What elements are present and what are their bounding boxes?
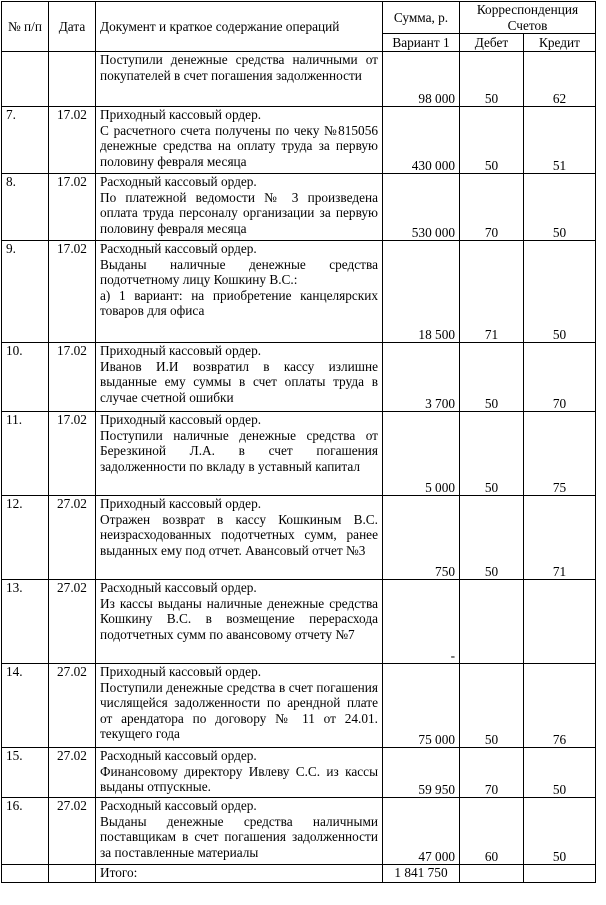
row-sum: 47 000 (383, 798, 460, 865)
row-credit (524, 580, 596, 664)
table-row (2, 496, 596, 580)
total-row (2, 865, 596, 883)
row-debit: 60 (460, 798, 524, 865)
row-debit (460, 580, 524, 664)
row-credit: 62 (524, 52, 596, 107)
row-document: Расходный кассовый ордер. Финансовому директору Ивлеву С.С. из кассы выданы отпускные. (96, 748, 383, 798)
table-row (2, 580, 596, 664)
row-number (2, 52, 49, 107)
table-row (2, 664, 596, 748)
total-empty-debit (460, 865, 524, 883)
row-credit: 50 (524, 174, 596, 241)
row-debit: 70 (460, 174, 524, 241)
row-debit: 71 (460, 241, 524, 343)
row-credit: 50 (524, 798, 596, 865)
row-sum: 59 950 (383, 748, 460, 798)
row-debit: 50 (460, 496, 524, 580)
row-number: 10. (2, 343, 49, 412)
row-document: Поступили денежные средства наличными от покупателей в счет погашения задолженности (96, 52, 383, 107)
total-empty-no (2, 865, 49, 883)
row-sum: 3 700 (383, 343, 460, 412)
total-sum: 1 841 750 (383, 865, 460, 883)
row-document: Расходный кассовый ордер. По платежной ведомости № 3 произведена оплата труда персоналу организации за первую половину февраля месяца (96, 174, 383, 241)
row-document: Расходный кассовый ордер. Из кассы выданы наличные денежные средства Кошкину В.С. в возмещение перерасхода подотчетных сумм по авансовому отчету №7 (96, 580, 383, 664)
table-row (2, 798, 596, 865)
row-date: 17.02 (49, 107, 96, 174)
total-empty-date (49, 865, 96, 883)
row-date: 27.02 (49, 798, 96, 865)
row-number: 11. (2, 412, 49, 496)
row-number: 16. (2, 798, 49, 865)
row-document: Приходный кассовый ордер. Поступили наличные денежные средства от Березкиной Л.А. в счет погашения задолженности по вкладу в уставный капитал (96, 412, 383, 496)
row-debit: 50 (460, 107, 524, 174)
row-sum: 5 000 (383, 412, 460, 496)
row-sum: 75 000 (383, 664, 460, 748)
header-row (2, 2, 596, 34)
row-number: 9. (2, 241, 49, 343)
row-sum: 430 000 (383, 107, 460, 174)
row-number: 12. (2, 496, 49, 580)
row-debit: 50 (460, 52, 524, 107)
row-debit: 50 (460, 412, 524, 496)
row-number: 8. (2, 174, 49, 241)
row-document: Приходный кассовый ордер. Поступили денежные средства в счет погашения числящейся задолженности по арендной плате от арендатора по договору № 11 от 24.01. текущего года (96, 664, 383, 748)
row-date: 17.02 (49, 343, 96, 412)
table-row (2, 343, 596, 412)
row-number: 7. (2, 107, 49, 174)
row-credit: 51 (524, 107, 596, 174)
table-row (2, 52, 596, 107)
row-sum: - (383, 580, 460, 664)
row-date: 17.02 (49, 174, 96, 241)
header-correspondence: Корреспонденция Счетов (460, 2, 596, 34)
row-sum: 530 000 (383, 174, 460, 241)
row-number: 13. (2, 580, 49, 664)
row-date (49, 52, 96, 107)
row-credit: 70 (524, 343, 596, 412)
table-row (2, 412, 596, 496)
header-document: Документ и краткое содержание операций (96, 2, 383, 52)
row-document: Расходный кассовый ордер. Выданы наличные денежные средства подотчетному лицу Кошкину В.С.: а) 1 вариант: на приобретение канцелярских товаров для офиса (96, 241, 383, 343)
row-credit: 50 (524, 748, 596, 798)
table-row (2, 241, 596, 343)
row-number: 14. (2, 664, 49, 748)
table-row (2, 107, 596, 174)
table-row (2, 748, 596, 798)
row-document: Приходный кассовый ордер. С расчетного счета получены по чеку №815056 денежные средства на оплату труда за первую половину февраля месяца (96, 107, 383, 174)
header-sum: Сумма, р. (383, 2, 460, 34)
row-document: Приходный кассовый ордер. Иванов И.И возвратил в кассу излишне выданные ему суммы в счет оплаты труда в случае счетной ошибки (96, 343, 383, 412)
row-date: 27.02 (49, 748, 96, 798)
header-number: № п/п (2, 2, 49, 52)
row-document: Расходный кассовый ордер. Выданы денежные средства наличными поставщикам в счет погашения задолженности за поставленные материалы (96, 798, 383, 865)
header-date: Дата (49, 2, 96, 52)
total-label: Итого: (96, 865, 383, 883)
row-date: 17.02 (49, 241, 96, 343)
table-body (2, 52, 596, 865)
header-variant: Вариант 1 (383, 34, 460, 52)
row-date: 27.02 (49, 580, 96, 664)
cash-operations-table (1, 1, 596, 883)
row-credit: 71 (524, 496, 596, 580)
row-date: 17.02 (49, 412, 96, 496)
row-debit: 70 (460, 748, 524, 798)
row-number: 15. (2, 748, 49, 798)
table-row (2, 174, 596, 241)
row-credit: 75 (524, 412, 596, 496)
row-date: 27.02 (49, 496, 96, 580)
total-empty-credit (524, 865, 596, 883)
row-sum: 98 000 (383, 52, 460, 107)
row-debit: 50 (460, 664, 524, 748)
row-document: Приходный кассовый ордер. Отражен возврат в кассу Кошкиным В.С. неизрасходованных подотчетных сумм, ранее выданных ему под отчет. Авансовый отчет №3 (96, 496, 383, 580)
header-debit: Дебет (460, 34, 524, 52)
row-sum: 18 500 (383, 241, 460, 343)
row-sum: 750 (383, 496, 460, 580)
row-date: 27.02 (49, 664, 96, 748)
header-credit: Кредит (524, 34, 596, 52)
row-credit: 50 (524, 241, 596, 343)
row-debit: 50 (460, 343, 524, 412)
row-credit: 76 (524, 664, 596, 748)
